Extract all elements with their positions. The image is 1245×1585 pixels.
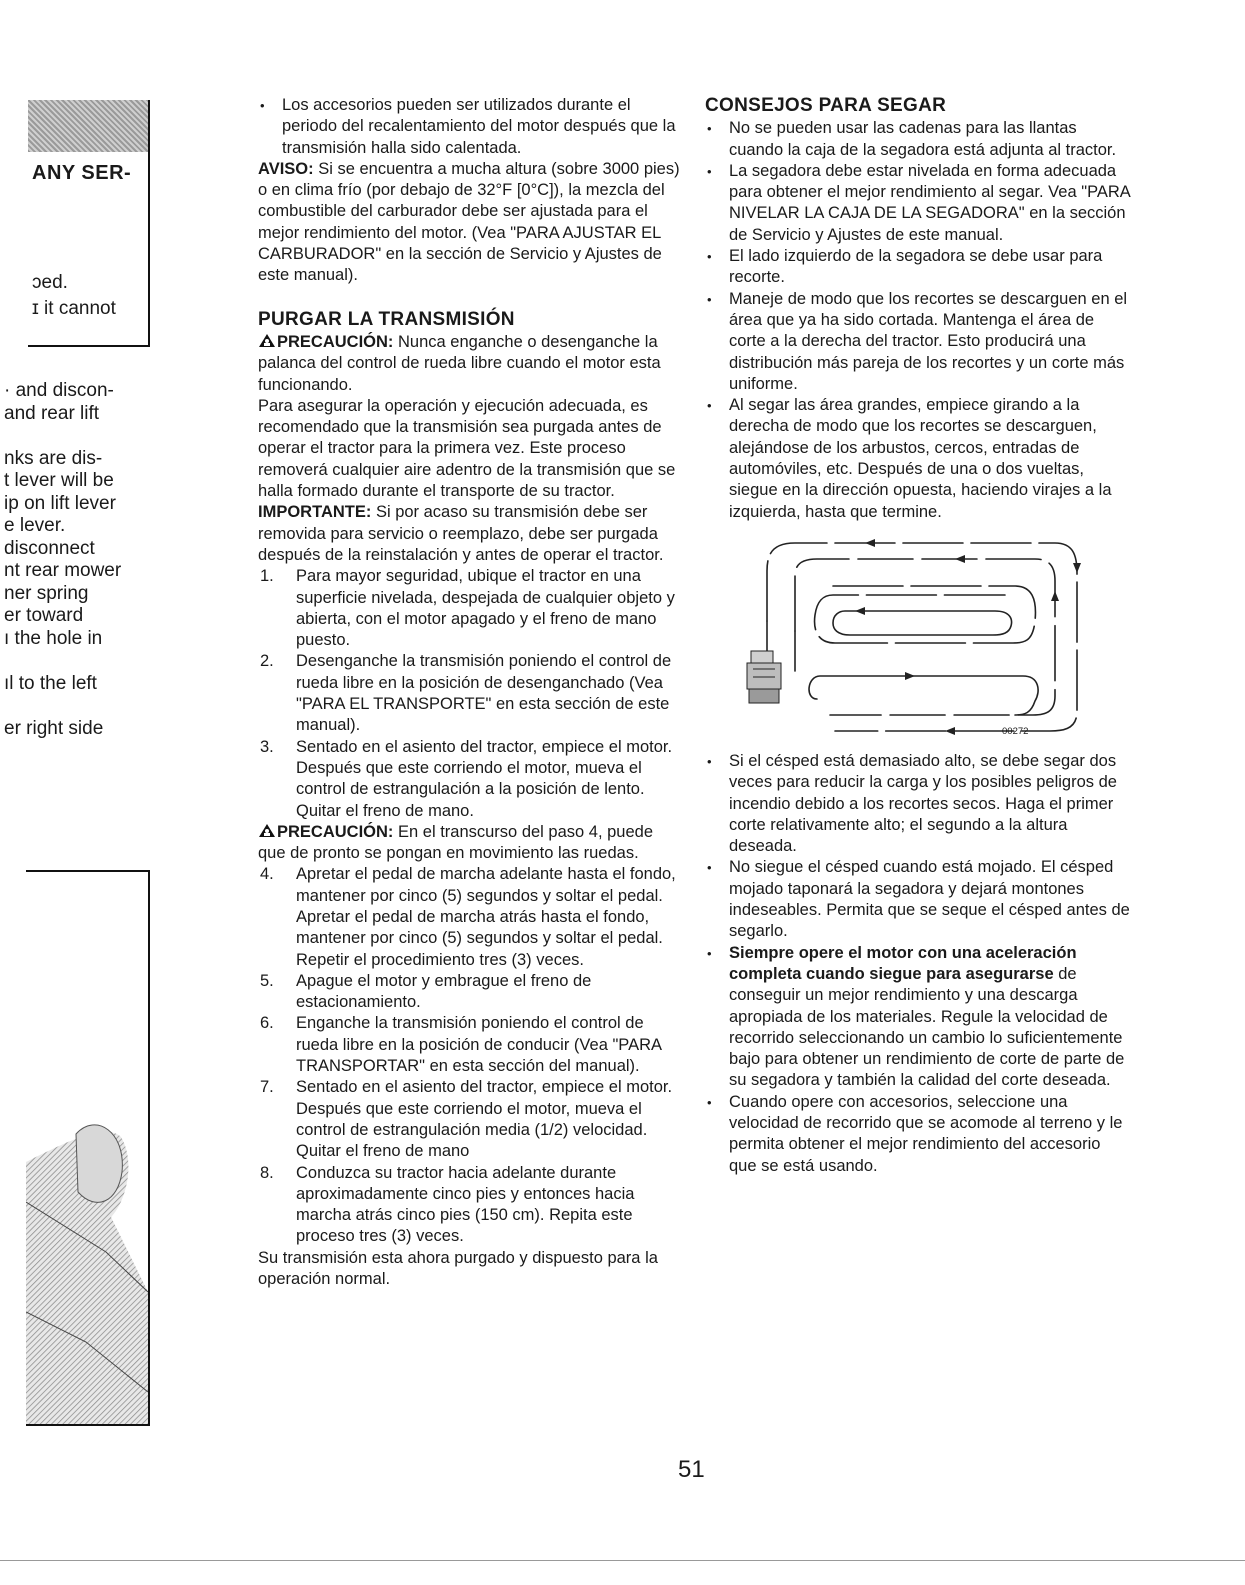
- step-number: 7.: [260, 1078, 274, 1097]
- previous-page-fragment: [0, 0, 160, 1585]
- trimmer-illustration: [26, 872, 148, 1424]
- left-fragment-line: [4, 650, 121, 673]
- left-notice-box: [28, 100, 150, 347]
- step-number: 6.: [260, 1014, 274, 1033]
- emphasis-text: Siempre opere el motor con una aceleración completa cuando siegue para asegurarse: [729, 943, 1077, 983]
- intro-bullet: • Los accesorios pueden ser utilizados durante el periodo del recalentamiento del motor después que la transmisión halla sido calentada.: [258, 95, 683, 159]
- caution-paragraph: [258, 822, 683, 865]
- step-item: [258, 864, 683, 970]
- left-fragment-line: er right side: [4, 717, 104, 739]
- step-text: Enganche la transmisión poniendo el control de rueda libre en la posición de conducir (Vea "PARA TRANSPORTAR" en esta sección del manual).: [296, 1014, 662, 1076]
- tip-bullet: • Cuando opere con accesorios, seleccione una velocidad de recorrido que se acomode al terreno y le permita obtener el mejor rendimiento del accesorio que se está usando.: [705, 1092, 1130, 1177]
- warning-triangle-icon: [258, 333, 276, 348]
- left-fragment-line: nks are dis-: [4, 447, 103, 469]
- left-fragment-line: ı the hole in: [4, 627, 103, 649]
- aviso-paragraph: [258, 159, 683, 287]
- tip-text: de conseguir un mejor rendimiento y una descarga apropiada de los materiales. Regule la velocidad de recorrido seleccionando un cambio lo suficientemente bajo para obtener un rendimiento de corte de parte de su segadora y también la calidad del corte deseada.: [729, 964, 1125, 1090]
- tip-bullet: • No se pueden usar las cadenas para las llantas cuando la caja de la segadora está adjunta al tractor.: [705, 118, 1130, 161]
- step-number: 3.: [260, 737, 274, 756]
- section-title-purgar: PURGAR LA TRANSMISIÓN: [258, 308, 515, 330]
- step-item: [258, 566, 683, 651]
- aviso-label: AVISO:: [258, 159, 314, 178]
- section-title-consejos: CONSEJOS PARA SEGAR: [705, 95, 947, 116]
- step-item: [258, 1013, 683, 1077]
- caution-paragraph: [258, 332, 683, 396]
- step-number: 4.: [260, 865, 274, 884]
- mowing-pattern-diagram: [705, 531, 1130, 741]
- left-fragment-line: [4, 425, 121, 448]
- caution-text: Nunca enganche o desenganche la palanca del control de rueda libre cuando el motor esta funcionando.: [258, 332, 661, 394]
- step-number: 5.: [260, 971, 274, 990]
- left-illustration-box: [26, 870, 150, 1426]
- shaded-header-band: [28, 100, 148, 152]
- importante-label: IMPORTANTE:: [258, 503, 372, 522]
- tip-bullet: • No siegue el césped cuando está mojado. El césped mojado taponará la segadora y dejará montones indeseables. Permita que se seque el césped antes de segarlo.: [705, 857, 1130, 942]
- step-item: [258, 1077, 683, 1162]
- step-number: 8.: [260, 1163, 274, 1182]
- step-number: 1.: [260, 567, 274, 586]
- left-text-fragments: [4, 380, 121, 740]
- importante-paragraph: [258, 502, 683, 566]
- step-text: Desenganche la transmisión poniendo el control de rueda libre en la posición de desenganchado (Vea "PARA EL TRANSPORTE" en esta sección de este manual).: [296, 652, 672, 735]
- mowing-path-figure: [705, 531, 1130, 741]
- closing-paragraph: Su transmisión esta ahora purgado y dispuesto para la operación normal.: [258, 1248, 658, 1289]
- tip-bullet: • El lado izquierdo de la segadora se debe usar para recorte.: [705, 246, 1130, 289]
- left-fragment-line: er toward: [4, 605, 84, 626]
- middle-column: [258, 95, 683, 1290]
- tip-bullet-emphasis: [705, 943, 1130, 1092]
- caution-label: PRECAUCIÓN:: [277, 332, 394, 351]
- left-fragment-line: nt rear mower: [4, 560, 122, 581]
- step-item: [258, 651, 683, 736]
- step-text: Apague el motor y embrague el freno de estacionamiento.: [296, 971, 592, 1012]
- left-fragment-line: ip on lift lever: [4, 492, 116, 514]
- left-fragment-line: and rear lift: [4, 402, 100, 424]
- tip-bullet: • Maneje de modo que los recortes se descarguen en el área que ya ha sido cortada. Mantenga el área de corte a la derecha del tractor. Esto producirá una distribución más pareja de los recortes y un corte más uniforme.: [705, 289, 1130, 395]
- left-fragment-line: [4, 695, 121, 718]
- step-text: Sentado en el asiento del tractor, empiece el motor. Después que este corriendo el motor, mueva el control de estrangulación media (1/2) velocidad. Quitar el freno de mano: [296, 1078, 673, 1161]
- caution-text: En el transcurso del paso 4, puede que de pronto se pongan en movimiento las ruedas.: [258, 822, 654, 863]
- tractor-icon: [747, 651, 781, 703]
- step-number: 2.: [260, 652, 274, 671]
- step-item: [258, 971, 683, 1014]
- page-edge-rule: [0, 1560, 1245, 1561]
- tip-bullet: • Al segar las área grandes, empiece girando a la derecha de modo que los recortes se descarguen, alejándose de los arbustos, cercos, entradas de automóviles, etc. Después de una o dos vueltas, siegue en la dirección opuesta, haciendo virajes a la izquierda, hasta que termine.: [705, 395, 1130, 523]
- left-notice-line: ɪ it cannot: [32, 298, 116, 319]
- page-number: 51: [678, 1456, 705, 1483]
- warning-triangle-icon: [258, 823, 276, 838]
- right-column: [705, 95, 1130, 1177]
- left-fragment-line: disconnect: [4, 537, 95, 559]
- step-item: [258, 737, 683, 822]
- importante-text: Si por acaso su transmisión debe ser removida para servicio o reemplazo, debe ser purgada después de la reinstalación y antes de operar el tractor.: [258, 503, 664, 564]
- aviso-text: Si se encuentra a mucha altura (sobre 3000 pies) o en clima frío (por debajo de 32°F [0°C]), la mezcla del combustible del carburador debe ser ajustada para el mejor rendimiento del motor. (Vea "PARA AJUSTAR EL CARBURADOR" en la sección de Servicio y Ajustes de este manual).: [258, 159, 680, 285]
- left-fragment-line: t lever will be: [4, 470, 114, 491]
- step-text: Sentado en el asiento del tractor, empiece el motor. Después que este corriendo el motor, mueva el control de estrangulación a la posición de lento. Quitar el freno de mano.: [296, 737, 673, 820]
- step-text: Apretar el pedal de marcha adelante hasta el fondo, mantener por cinco (5) segundos y soltar el pedal. Apretar el pedal de marcha atrás hasta el fondo, mantener por cinco (5) segundos y soltar el pedal. Repetir el procedimiento tres (3) veces.: [296, 865, 676, 969]
- left-fragment-line: ıl to the left: [4, 672, 97, 694]
- step-text: Para mayor seguridad, ubique el tractor en una superficie nivelada, despejada de cualquier objeto y abierta, con el motor apagado y el freno de mano puesto.: [296, 567, 675, 650]
- left-fragment-line: e lever.: [4, 515, 66, 536]
- left-notice-line: ɔed.: [32, 272, 68, 293]
- tip-bullet: • La segadora debe estar nivelada en forma adecuada para obtener el mejor rendimiento al segar. Vea "PARA NIVELAR LA CAJA DE LA SEGADORA" en la sección de Servicio y Ajustes de este manual.: [705, 161, 1130, 246]
- purge-intro-paragraph: Para asegurar la operación y ejecución adecuada, es recomendado que la transmisión sea purgada antes de operar el tractor para la primera vez. Este proceso removerá cualquier aire adentro de la transmisión que se halla formado durante el transporte de su tractor.: [258, 396, 676, 501]
- left-fragment-line: ner spring: [4, 582, 89, 604]
- tip-bullet: • Si el césped está demasiado alto, se debe segar dos veces para reducir la carga y los posibles peligros de incendio debido a los recortes secos. Haga el primer corte relativamente alto; el segundo a la altura deseada.: [705, 751, 1130, 857]
- left-notice-heading: ANY SER-: [32, 162, 132, 184]
- caution-label: PRECAUCIÓN:: [277, 822, 394, 841]
- step-text: Conduzca su tractor hacia adelante durante aproximadamente cinco pies y entonces hacia marcha atrás cinco pies (150 cm). Repita este proceso tres (3) veces.: [296, 1163, 635, 1246]
- figure-code: 00272: [1002, 725, 1029, 737]
- left-fragment-line: · and discon-: [4, 380, 114, 401]
- step-item: [258, 1163, 683, 1248]
